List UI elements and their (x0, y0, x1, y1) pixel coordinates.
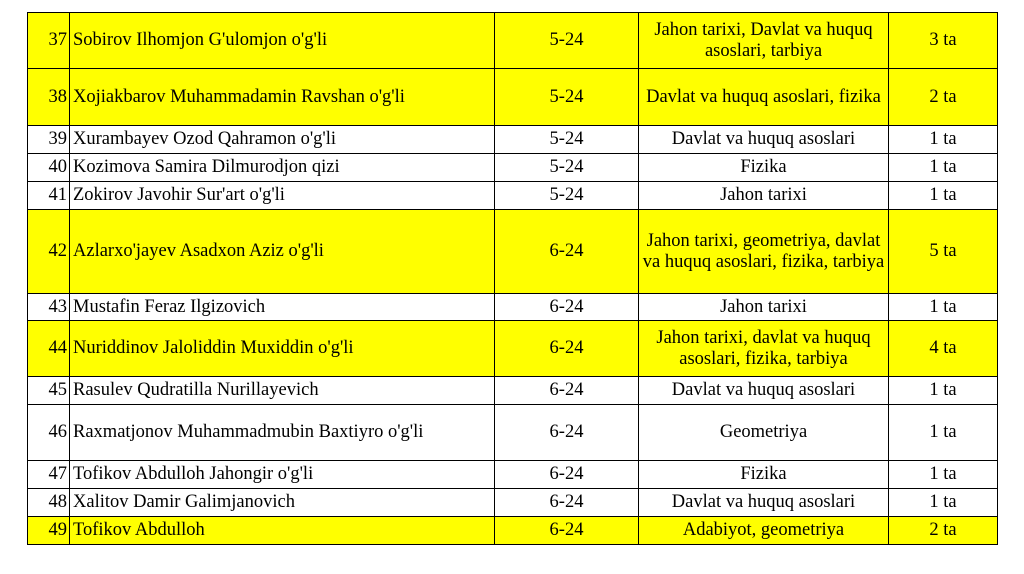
subjects-cell: Jahon tarixi, geometriya, davlat va huquq asoslari, fizika, tarbiya (639, 210, 889, 294)
student-name-cell: Xojiakbarov Muhammadamin Ravshan o'g'li (70, 69, 495, 126)
subjects-cell: Jahon tarixi (639, 294, 889, 321)
subjects-cell: Jahon tarixi, davlat va huquq asoslari, fizika, tarbiya (639, 321, 889, 377)
table-row (28, 182, 998, 210)
student-name-cell: Rasulev Qudratilla Nurillayevich (70, 377, 495, 405)
class-cell: 6-24 (495, 461, 639, 489)
student-name-cell: Xalitov Damir Galimjanovich (70, 489, 495, 517)
count-cell: 1 ta (889, 377, 998, 405)
student-name-cell: Zokirov Javohir Sur'art o'g'li (70, 182, 495, 210)
class-cell: 6-24 (495, 489, 639, 517)
row-number-cell: 45 (28, 377, 70, 405)
table-row (28, 210, 998, 294)
student-name-cell: Mustafin Feraz Ilgizovich (70, 294, 495, 321)
students-table (27, 12, 998, 545)
count-cell: 5 ta (889, 210, 998, 294)
row-number-cell: 37 (28, 13, 70, 69)
row-number-cell: 44 (28, 321, 70, 377)
student-name-cell: Kozimova Samira Dilmurodjon qizi (70, 154, 495, 182)
subjects-cell: Adabiyot, geometriya (639, 517, 889, 545)
subjects-cell: Davlat va huquq asoslari (639, 377, 889, 405)
table-row (28, 405, 998, 461)
subjects-cell: Davlat va huquq asoslari (639, 489, 889, 517)
table-row (28, 321, 998, 377)
subjects-cell: Fizika (639, 461, 889, 489)
student-name-cell: Raxmatjonov Muhammadmubin Baxtiyro o'g'li (70, 405, 495, 461)
student-name-cell: Sobirov Ilhomjon G'ulomjon o'g'li (70, 13, 495, 69)
class-cell: 6-24 (495, 377, 639, 405)
table-row (28, 13, 998, 69)
row-number-cell: 41 (28, 182, 70, 210)
row-number-cell: 46 (28, 405, 70, 461)
count-cell: 1 ta (889, 182, 998, 210)
subjects-cell: Geometriya (639, 405, 889, 461)
row-number-cell: 39 (28, 126, 70, 154)
table-row (28, 461, 998, 489)
count-cell: 4 ta (889, 321, 998, 377)
table-row (28, 126, 998, 154)
students-table-body (28, 13, 998, 545)
subjects-cell: Davlat va huquq asoslari (639, 126, 889, 154)
class-cell: 6-24 (495, 210, 639, 294)
student-name-cell: Xurambayev Ozod Qahramon o'g'li (70, 126, 495, 154)
count-cell: 2 ta (889, 517, 998, 545)
count-cell: 1 ta (889, 461, 998, 489)
table-row (28, 69, 998, 126)
count-cell: 3 ta (889, 13, 998, 69)
count-cell: 1 ta (889, 405, 998, 461)
class-cell: 5-24 (495, 13, 639, 69)
row-number-cell: 49 (28, 517, 70, 545)
count-cell: 1 ta (889, 489, 998, 517)
table-row (28, 154, 998, 182)
table-row (28, 517, 998, 545)
class-cell: 5-24 (495, 154, 639, 182)
table-row (28, 294, 998, 321)
row-number-cell: 40 (28, 154, 70, 182)
class-cell: 6-24 (495, 405, 639, 461)
student-name-cell: Nuriddinov Jaloliddin Muxiddin o'g'li (70, 321, 495, 377)
class-cell: 5-24 (495, 182, 639, 210)
table-row (28, 489, 998, 517)
class-cell: 6-24 (495, 517, 639, 545)
subjects-cell: Davlat va huquq asoslari, fizika (639, 69, 889, 126)
row-number-cell: 48 (28, 489, 70, 517)
count-cell: 1 ta (889, 154, 998, 182)
row-number-cell: 38 (28, 69, 70, 126)
count-cell: 1 ta (889, 126, 998, 154)
student-name-cell: Azlarxo'jayev Asadxon Aziz o'g'li (70, 210, 495, 294)
row-number-cell: 43 (28, 294, 70, 321)
subjects-cell: Fizika (639, 154, 889, 182)
class-cell: 5-24 (495, 126, 639, 154)
student-name-cell: Tofikov Abdulloh (70, 517, 495, 545)
student-name-cell: Tofikov Abdulloh Jahongir o'g'li (70, 461, 495, 489)
table-row (28, 377, 998, 405)
row-number-cell: 42 (28, 210, 70, 294)
subjects-cell: Jahon tarixi, Davlat va huquq asoslari, tarbiya (639, 13, 889, 69)
class-cell: 6-24 (495, 321, 639, 377)
class-cell: 5-24 (495, 69, 639, 126)
count-cell: 1 ta (889, 294, 998, 321)
subjects-cell: Jahon tarixi (639, 182, 889, 210)
count-cell: 2 ta (889, 69, 998, 126)
row-number-cell: 47 (28, 461, 70, 489)
class-cell: 6-24 (495, 294, 639, 321)
